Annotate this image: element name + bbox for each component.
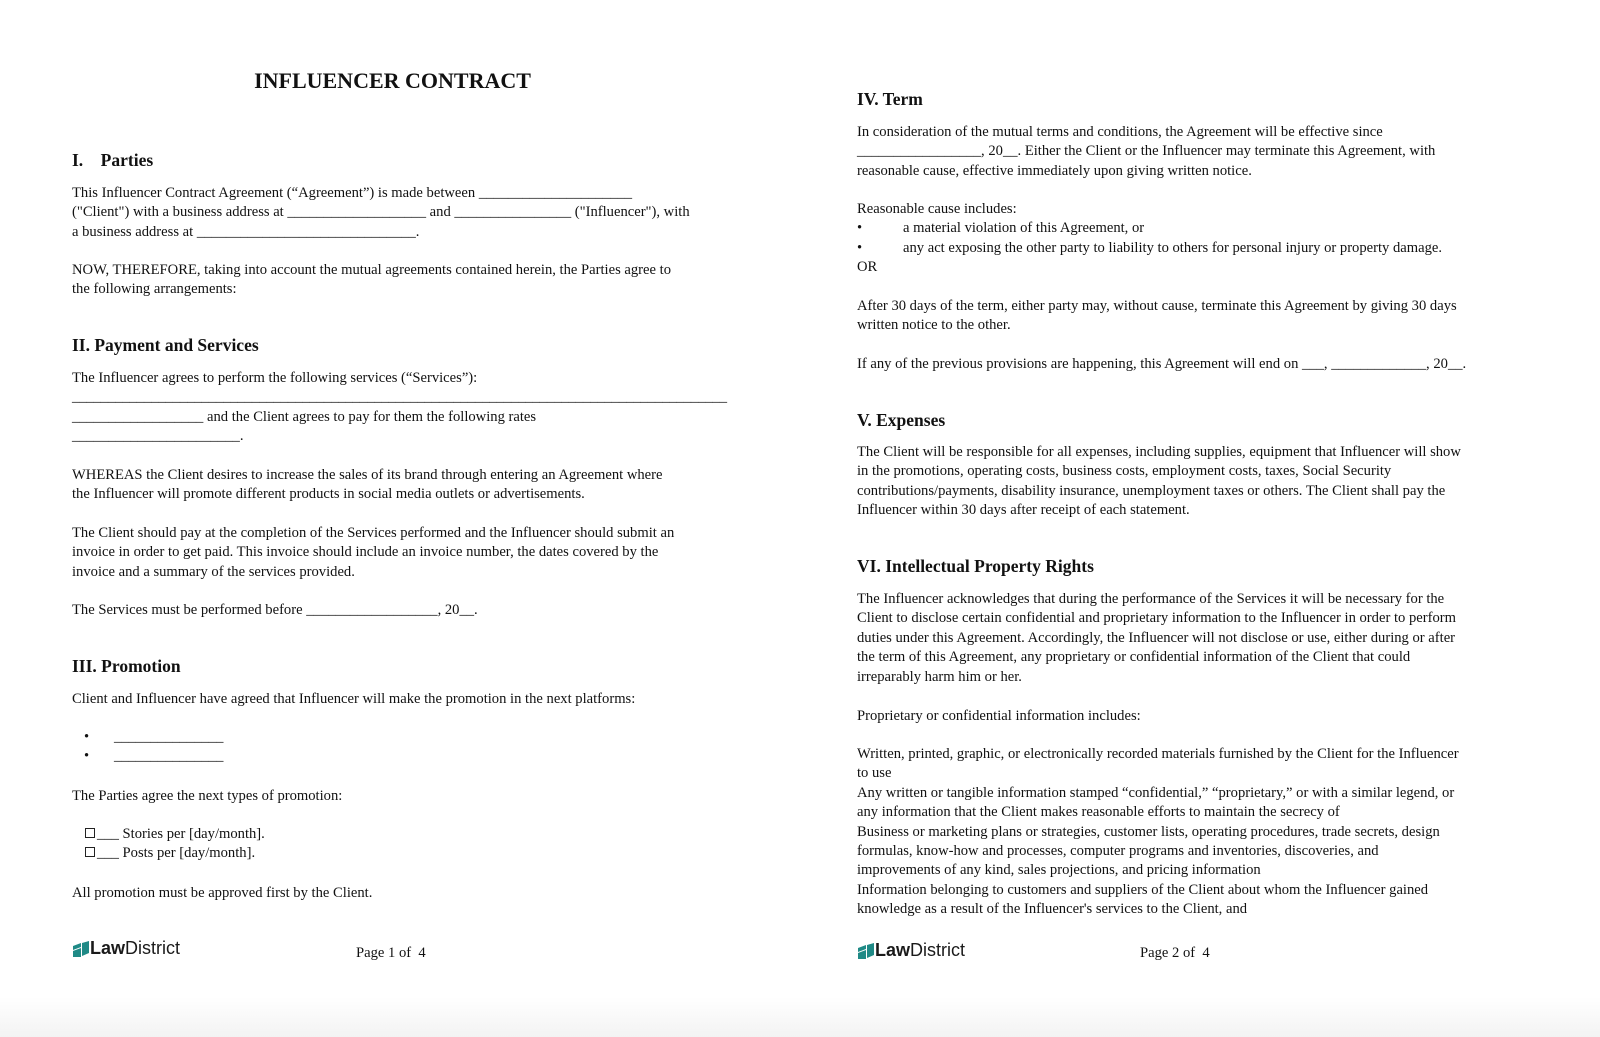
page-number: Page 2 of 4 [1140,945,1210,961]
list-item: • any act exposing the other party to liability to others for personal injury or property damage. [857,239,1443,256]
text-line: formulas, know-how and processes, computer programs and inventories, discoveries, and [857,843,1379,860]
text-line: improvements of any kind, sales projections, and pricing information [857,862,1261,879]
heading-payment: II. Payment and Services [72,335,259,355]
checkbox[interactable] [85,847,95,857]
parties-paragraph [72,184,690,242]
heading-parties: I. Parties [72,150,154,170]
page-2 [785,0,1600,1000]
text-line: knowledge as a result of the Influencer's services to the Client, and [857,901,1248,918]
includes-text: Proprietary or confidential information includes: [857,708,1141,724]
now-therefore-paragraph [72,261,671,300]
page-1 [0,0,785,1000]
heading-term: IV. Term [857,89,923,109]
checklist-label: ___ Stories per [day/month]. [97,826,265,842]
text-line: OR [857,259,878,276]
checkbox[interactable] [85,828,95,838]
text-line: __________________ and the Client agrees to pay for them the following rates [72,408,537,425]
logo-text: District [910,940,966,960]
checklist-item [85,844,265,863]
text-line: the following arrangements: [72,281,237,298]
text-line: any information that the Client makes reasonable efforts to maintain the secrecy of [857,804,1340,821]
reasonable-cause [857,200,1442,278]
promotion-types-text: The Parties agree the next types of promotion: [72,788,343,804]
ip-paragraph [857,590,1456,687]
expenses-paragraph [857,443,1461,521]
text-line: The Influencer agrees to perform the following services (“Services”): [72,370,478,386]
promotion-paragraph: Client and Influencer have agreed that Influencer will make the promotion in the next platforms: [72,691,636,707]
text-line: in the promotions, operating costs, business costs, employment costs, taxes, Social Security [857,463,1392,480]
heading-promotion: III. Promotion [72,656,181,676]
viewer-bottom-edge [0,997,1600,1037]
confidential-list [857,745,1459,920]
text-line: The Client should pay at the completion of the Services performed and the Influencer should submit an [72,525,675,541]
platform-list [84,728,223,767]
text: a material violation of this Agreement, or [903,220,1145,237]
list-item: • _______________ [84,748,224,765]
services-paragraph [72,369,727,447]
text-line: _________________, 20__. Either the Client or the Influencer may terminate this Agreement, with [857,143,1436,160]
end-date-line: If any of the previous provisions are happening, this Agreement will end on ___, _____________, 20__. [857,356,1467,372]
text-line: _______________________. [72,428,244,445]
text-line: ___________________________________________________________________________________________ [72,389,727,406]
term-paragraph [857,123,1435,181]
lawdistrict-logo [857,940,965,961]
text-line: the term of this Agreement, any proprietary or confidential information of the Client that could [857,649,1411,666]
promotion-checklist [85,825,265,864]
after-paragraph [857,297,1457,336]
logo-text: Law [90,938,126,958]
text-line: The Client will be responsible for all expenses, including supplies, equipment that Influencer will show [857,444,1461,460]
deadline-line: The Services must be performed before __________________, 20__. [72,602,478,618]
text-line: written notice to the other. [857,317,1011,334]
text-line: Business or marketing plans or strategies, customer lists, operating procedures, trade secrets, design [857,823,1440,840]
logo-icon [72,940,90,958]
whereas-paragraph [72,466,662,505]
text-line: Client to disclose certain confidential and proprietary information to the Influencer in order to perform [857,610,1456,627]
text-line: ("Client") with a business address at ___________________ and ________________ ("Influencer"), with [72,204,690,221]
text-line: a business address at ______________________________. [72,223,420,240]
page-number: Page 1 of 4 [356,945,426,961]
text-line: WHEREAS the Client desires to increase the sales of its brand through entering an Agreement where [72,467,663,483]
list-item: • a material violation of this Agreement, or [857,220,1145,237]
text-line: NOW, THEREFORE, taking into account the mutual agreements contained herein, the Parties agree to [72,262,671,278]
payment-paragraph [72,524,674,582]
document-title: INFLUENCER CONTRACT [254,68,531,93]
logo-text: Law [875,940,911,960]
logo-text: District [125,938,181,958]
checklist-label: ___ Posts per [day/month]. [97,845,256,862]
blank: _______________ [114,729,224,745]
text-line: duties under this Agreement. Accordingly, the Influencer will not disclose or use, either during or after [857,629,1456,646]
text-line: Reasonable cause includes: [857,201,1017,217]
text-line: contributions/payments, disability insurance, unemployment taxes or others. The Client shall pay the [857,482,1446,499]
lawdistrict-logo [72,938,180,959]
blank: _______________ [114,748,224,765]
checklist-item [85,825,265,844]
text-line: This Influencer Contract Agreement (“Agreement”) is made between _____________________ [72,185,633,201]
text-line: In consideration of the mutual terms and conditions, the Agreement will be effective since [857,124,1383,140]
logo-icon [857,942,875,960]
text-line: Any written or tangible information stamped “confidential,” “proprietary,” or with a similar legend, or [857,784,1455,801]
approval-text: All promotion must be approved first by the Client. [72,885,373,901]
text-line: Written, printed, graphic, or electronically recorded materials furnished by the Client for the Influencer [857,746,1459,762]
text-line: Information belonging to customers and suppliers of the Client about whom the Influencer gained [857,881,1429,898]
text-line: to use [857,765,892,782]
heading-ip: VI. Intellectual Property Rights [857,556,1094,576]
text-line: The Influencer acknowledges that during the performance of the Services it will be necessary for the [857,591,1445,607]
text-line: Influencer within 30 days after receipt of each statement. [857,502,1190,519]
text-line: After 30 days of the term, either party may, without cause, terminate this Agreement by giving 30 days [857,298,1457,314]
text: any act exposing the other party to liability to others for personal injury or property damage. [903,239,1443,256]
text-line: invoice in order to get paid. This invoice should include an invoice number, the dates covered by the [72,544,659,561]
text-line: reasonable cause, effective immediately upon giving written notice. [857,162,1252,179]
text-line: irreparably harm him or her. [857,668,1022,685]
list-item: • _______________ [84,729,224,745]
text-line: invoice and a summary of the services provided. [72,563,355,580]
heading-expenses: V. Expenses [857,410,946,430]
text-line: the Influencer will promote different products in social media outlets or advertisements. [72,486,585,503]
